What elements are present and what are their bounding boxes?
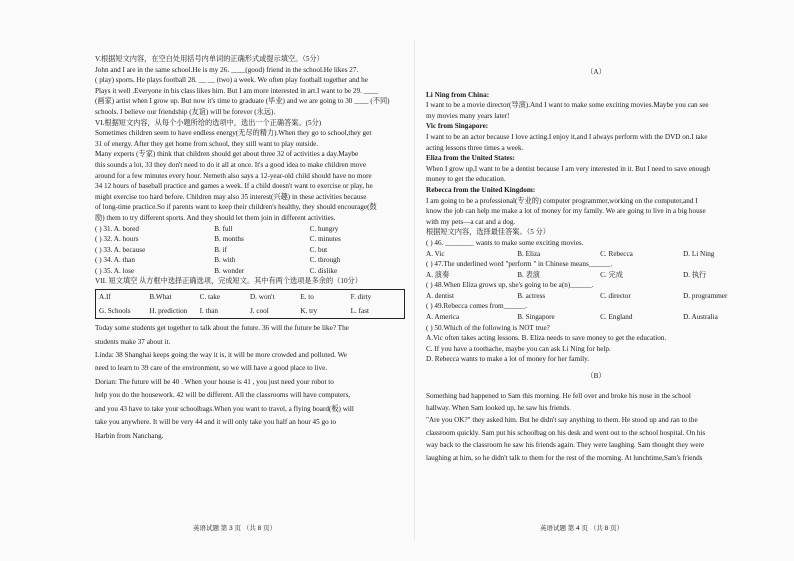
text-line: this sounds a lot, 33 they don't need to do it all at once. It's a good idea to make children move [95,160,367,169]
choice-a[interactable]: ( ) 31. A. bored [95,224,139,233]
page-footer-left: 英语试题 第 3 页 （共 8 页） [193,525,277,532]
choice-d[interactable]: D. programmer [683,291,728,300]
section-title: VII. 短文填空 从方框中选择正确选项，完成短文。其中有两个选项是多余的（10分） [95,277,362,286]
choice-d[interactable]: D. Li Ning [683,249,715,258]
text-line: around for a few minutes every hour. Nemeth also says a 12-year-old child should have no more [95,171,372,180]
text-line: When I grow up,I want to be a dentist because I am very interested in it. But I need to save enough [426,164,711,173]
choice-row [426,249,766,260]
speaker-heading: Eliza from the United States: [426,154,515,163]
speaker-heading: Vic from Singapore: [426,122,489,131]
text-line: 31 of energy. After they get home from school, they still want to play outside. [95,139,319,148]
text-line: Today some students get together to talk about the future. 36 will the future be like? The [95,324,349,333]
choice-a[interactable]: ( ) 32. A. hours [95,235,139,244]
choice-c[interactable]: C. 完成 [600,270,623,279]
text-line: laughing at him, so he didn't talk to them for the rest of the morning. At lunchtime,Sam's friends [426,453,703,462]
choice-a[interactable]: ( ) 33. A. because [95,245,146,254]
choice-row [95,224,405,235]
text-line: of long-time practice.So if parents want to keep their children's healthy, they should encourage(鼓 [95,203,377,212]
section-title: VI.根据短文内容，从每个小题所给的选项中，选出一个正确答案。(5分) [95,118,322,127]
choice-a[interactable]: A. America [426,313,460,322]
text-line: know the job can help me make a lot of money for my family. We are going to live in a big house [426,207,706,216]
text-line: Dorian: The future will be 40 . When your house is 41 , you just need your robot to [95,377,334,386]
choice-row [95,266,405,277]
text-line: hallway. When Sam looked up, he saw his friends. [426,404,571,413]
text-line: Plays it well .Everyone in his class likes him. But I am more interested in art.I want to be 29. ____ [95,86,379,95]
word-option: C. take [199,293,221,302]
text-line: Harbin from Nanchang. [95,431,164,440]
word-option: L. fast [350,306,370,315]
section-b-title: （B） [586,372,606,381]
choice-a[interactable]: ( ) 34. A. than [95,256,135,265]
question-46: ( ) 46. ________ wants to make some exciting movies. [426,238,584,247]
text-line: might exercise too hard before. Children may also 35 interest(兴趣) in these activities because [95,192,367,201]
choice-c[interactable]: C. director [600,291,631,300]
text-line: Sometimes children seem to have endless energy(无尽的精力).When they go to school,they get [95,129,372,138]
cloze-text [95,322,405,443]
speaker-heading: Rebecca from the United Kingdom: [426,185,536,194]
choice-c[interactable]: C. but [309,245,328,254]
choice-b[interactable]: B. months [214,235,244,244]
question-48: ( ) 48.When Eliza grows up, she's going to be a(n)______. [426,281,594,290]
passage-b [426,390,766,464]
text-line: my movies many years later! [426,111,510,120]
text-line: I want to be an actor because I love acting.I enjoy it,and I always perform with the DVD on.I take [426,132,708,141]
text-line: ( play) sports. He plays football 28. __ __ (two) a week. We often play football together and he [95,76,368,85]
choice-row [95,255,405,266]
text-line: 励) them to try different sports. And they should let them join in different activities. [95,213,336,222]
choice-b[interactable]: B. 表演 [517,270,540,279]
choice-d[interactable]: D. Australia [683,313,718,322]
choice-row [426,312,766,323]
choice-c[interactable]: C. If you have a toothache, maybe you can ask Li Ning for help. [426,344,611,353]
choice-b[interactable]: B. if [214,245,227,254]
word-box [95,289,405,319]
choice-list [95,224,405,277]
text-line: Something bad happened to Sam this morning. He fell over and broke his nose in the school [426,391,691,400]
instruction: 根据短文内容，选择最佳答案。（5 分） [426,228,550,237]
word-option: F. dirty [350,293,372,302]
choice-d[interactable]: D. 执行 [683,270,707,279]
choice-row [426,270,766,281]
word-option: J. cool [249,306,269,315]
question-50: ( ) 50.Which of the following is NOT true? [426,323,550,332]
choice-a[interactable]: A. Vic [426,249,445,258]
text-line: need to learn to 39 care of the environment, so we will have a good place to live. [95,364,328,373]
word-option: I. than [199,306,219,315]
question-49: ( ) 49.Rebecca comes from______. [426,302,527,311]
text-line: schools. I believe our friendship (友谊) will be forever (永远). [95,107,276,116]
text-line: money to get the education. [426,175,506,184]
choice-b[interactable]: B. wonder [214,266,245,275]
text-line: Many experts (专家) think that children should get about three 32 of activities a day.Maybe [95,150,359,159]
choice-b[interactable]: B. Singapore [517,313,555,322]
choice-b[interactable]: B. with [214,256,236,265]
choice-a[interactable]: A. 演奏 [426,270,450,279]
choice-row [95,234,405,245]
word-option: B.What [149,293,172,302]
choice-b[interactable]: B. actress [517,291,546,300]
text-line: and you 43 have to take your schoolbags.When you want to travel, a flying board(板) will [95,404,354,413]
word-option: A.If [99,293,111,302]
text-line: way back to the classroom he saw his friends again. They were laughing. Sam thought they were [426,441,705,450]
text-line: help you do the housework. 42 will be different. All the classrooms will have computers, [95,391,351,400]
choice-row [95,245,405,256]
fold-line [414,40,415,540]
choice-c[interactable]: C. through [309,256,341,265]
choice-ab[interactable]: A.Vic often takes acting lessons. B. Eliza needs to save money to get the education. [426,334,667,343]
choice-b[interactable]: B. Eliza [517,249,541,258]
question-47: ( ) 47.The underlined word "perform " in Chinese means______. [426,260,613,269]
choice-b[interactable]: B. full [214,224,233,233]
word-option: D. won't [249,293,275,302]
text-line: with my pets—a cat and a dog. [426,217,516,226]
choice-d[interactable]: D. Rebecca wants to make a lot of money for her family. [426,355,589,364]
word-option: G. Schools [99,306,131,315]
choice-a[interactable]: ( ) 35. A. lose [95,266,135,275]
choice-c[interactable]: C. dislike [309,266,338,275]
word-option: K. try [300,306,318,315]
text-line: classroom quickly. Sam put his schoolbag on his desk and went out to the school hospital. On his [426,428,706,437]
text-line: students make 37 about it. [95,337,171,346]
text-line: I want to be a movie director(导演).And I want to make some exciting movies.Maybe you can see [426,101,709,110]
choice-c[interactable]: C. hungry [309,224,339,233]
speaker-heading: Li Ning from China: [426,90,490,99]
text-line: I am going to be a professional(专业的) computer programmer,working on the computer,and I [426,196,698,205]
text-line: "Are you OK?" they asked him. But he didn't say anything to them. He stood up and ran to the [426,416,698,425]
page-footer-right: 英语试题 第 4 页 （共 8 页） [540,525,624,532]
text-line: 34 12 hours of baseball practice and games a week. If a child doesn't want to exercise or play, he [95,182,373,191]
text-line: (画家) artist when I grow up. But now it's time to graduate (毕业) and we are going to 30 ____ (不同) [95,97,390,106]
text-line: John and I are in the same school.He is my 26. ____(good) friend in the school.He likes 27. [95,65,359,74]
text-line: acting lessons three times a week. [426,143,524,152]
text-line: Linda: 38 Shanghai keeps going the way it is, it will be more crowded and polluted. We [95,351,347,360]
choice-c[interactable]: C. Rebecca [600,249,633,258]
left-text-block [95,54,405,224]
right-page [426,67,766,464]
choice-c[interactable]: C. minutes [309,235,341,244]
word-option: E. to [300,293,314,302]
word-option: H. prediction [149,306,188,315]
choice-a[interactable]: A. dentist [426,291,454,300]
left-page [95,54,405,443]
text-line: take you anywhere. It will be very 44 and it will only take you half an hour 45 go to [95,418,337,427]
choice-c[interactable]: C. England [600,313,633,322]
section-a-title: （A） [586,68,606,76]
text-line: V.根据短文内容，在空白处用括号内单词的正确形式或提示填空。（5分） [95,55,324,63]
choice-row [426,291,766,302]
